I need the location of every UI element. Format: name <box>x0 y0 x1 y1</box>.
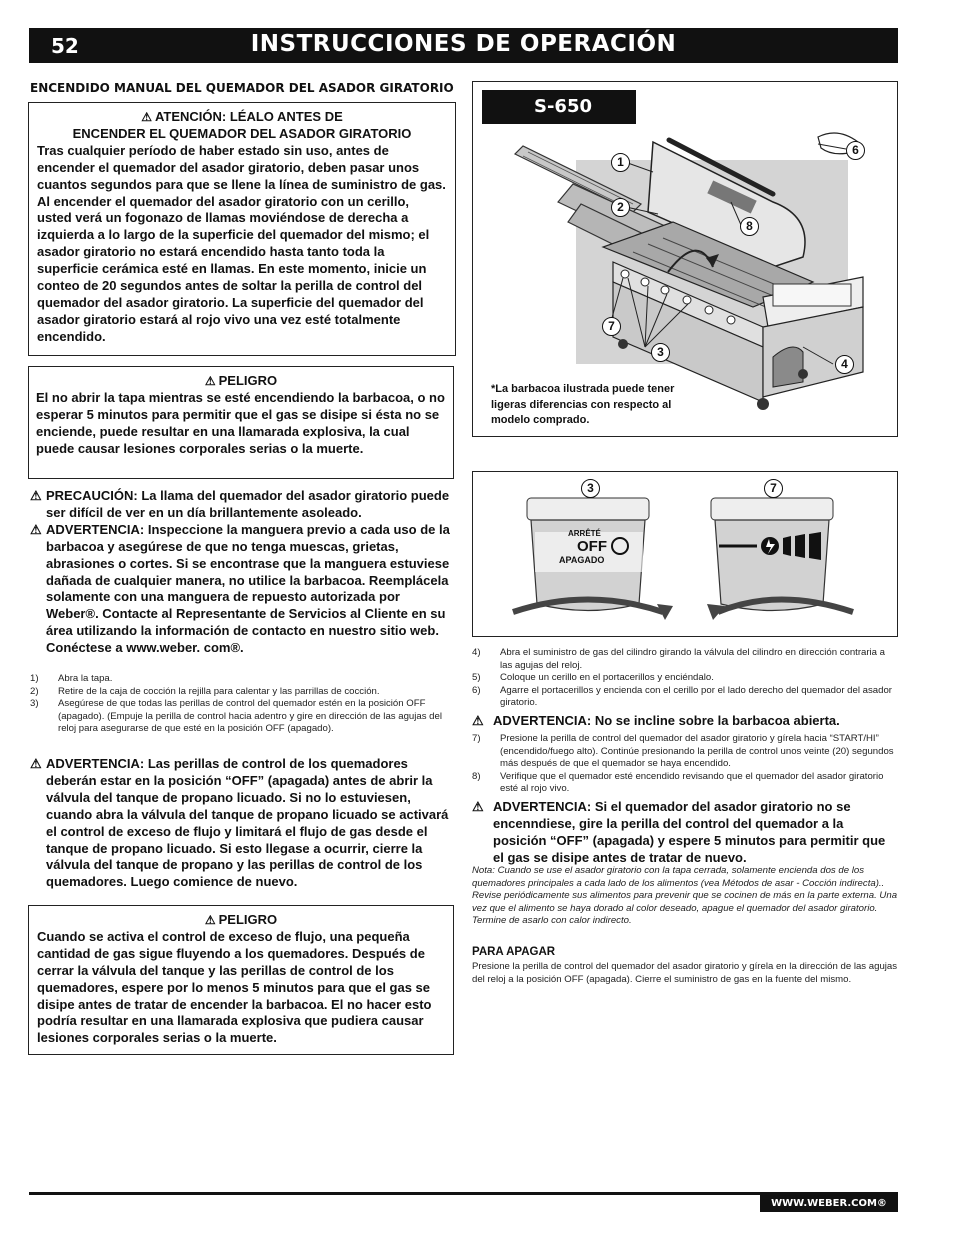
list-item: 4) Abra el suministro de gas del cilindro girando la válvula del cilindro en dirección contraria a las agujas del reloj. <box>472 647 886 671</box>
callout-8: 8 <box>740 217 759 236</box>
attention-heading: ⚠ ATENCIÓN: LÉALO ANTES DE <box>141 109 343 124</box>
section-title: ENCENDIDO MANUAL DEL QUEMADOR DEL ASADOR GIRATORIO <box>30 81 454 95</box>
knob-off-label-bottom: APAGADO <box>559 555 605 565</box>
side-burner-lid <box>773 284 851 306</box>
shutdown-body: Presione la perilla de control del quemador del asador giratorio y gírela en la dirección de las agujas del reloj a la posición OFF (apagada). Cierre el suministro de gas en la fuente del mismo. <box>472 961 898 985</box>
warning-triangle-icon: ⚠ <box>472 799 484 814</box>
steps-right-b <box>472 733 898 796</box>
page-number: 52 <box>51 34 79 58</box>
callout-4: 4 <box>835 355 854 374</box>
knob-off-label-top: ARRÊTÉ <box>568 529 601 538</box>
list-item: 3) Asegúrese de que todas las perillas de control del quemador estén en la posición OFF (apagado). (Empuje la perilla de control hacia adentro y gire en dirección de las agujas del reloj para asegurarse de que esté en la posición OFF (apagado). <box>30 698 442 735</box>
warning-3-block <box>472 713 898 730</box>
page-title: INSTRUCCIONES DE OPERACIÓN <box>250 31 677 57</box>
callout-7-knob: 7 <box>764 479 783 498</box>
danger-box-2 <box>28 905 454 1055</box>
danger-body-1: El no abrir la tapa mientras se esté encendiendo la barbacoa, o no esperar 5 minutos para permitir que el gas se disipe si ésta no se enciende, puede resultar en una llamarada explosiva, la cual puede causar lesiones corporales serias o la muerte. <box>36 389 445 456</box>
danger-body-2: Cuando se activa el control de exceso de flujo, una pequeña cantidad de gas sigue fluyendo a los quemadores. Después de cerrar la válvula del tanque y las perillas de control de los quemadores, espere por lo menos 5 minutos para que el gas se disipe antes de tratar de encender la barbacoa. El no hacer esto podría resultar en una llamarada explosiva que pudiera causar lesiones corporales serias o la muerte. <box>37 928 432 1046</box>
warning-triangle-icon: ⚠ <box>204 913 216 927</box>
grill-figure <box>472 81 898 437</box>
attention-box <box>28 102 456 356</box>
callout-1: 1 <box>611 153 630 172</box>
callout-7: 7 <box>602 317 621 336</box>
steps-right-a <box>472 647 898 710</box>
warning-triangle-icon: ⚠ <box>30 488 42 503</box>
knob-start-rim <box>711 498 833 520</box>
footer-url: WWW.WEBER.COM® <box>760 1195 898 1212</box>
list-item: 2) Retire de la caja de cocción la rejilla para calentar y las parrillas de cocción. <box>30 685 380 697</box>
header-bar <box>29 28 898 63</box>
warning-triangle-icon: ⚠ <box>472 713 484 728</box>
propane-tank <box>773 347 803 387</box>
warning-triangle-icon: ⚠ <box>204 374 216 388</box>
knobs-illustration <box>473 472 897 636</box>
caution-warning-block <box>30 488 455 657</box>
danger-heading-1: ⚠ PELIGRO <box>204 373 278 388</box>
warning-2: ⚠ ADVERTENCIA: Las perillas de control de los quemadores deberán estar en la posición “OFF” (apagada) antes de abrir la válvula del tanque de propano licuado. Si no lo estuviesen, cuando abra la válvula del tanque de propano licuado se activará el control de exceso de flujo y limitará el flujo de gas desde el tanque de propano licuado. Si esto llegase a ocurrir, cierre la válvula del tanque de propano y las perillas de control de los quemadores. Luego comience de nuevo. <box>30 756 449 890</box>
knobs-figure <box>472 471 898 637</box>
list-item: 5) Coloque un cerillo en el portacerillos y enciéndalo. <box>472 672 714 684</box>
warning-triangle-icon: ⚠ <box>30 521 42 537</box>
danger-box-1 <box>28 366 454 479</box>
warning-3: ⚠ ADVERTENCIA: No se incline sobre la barbacoa abierta. <box>472 713 840 728</box>
warning-2-block <box>30 756 455 891</box>
list-item: 1) Abra la tapa. <box>30 673 113 684</box>
warning-1: ⚠ ADVERTENCIA: Inspeccione la manguera previo a cada uso de la barbacoa y asegúrese de que no tenga muescas, grietas, abrasiones o cortes. Si se encontrase que la manguera estuviese dañada de cualquier manera, no utilice la barbacoa. Reemplácela solamente con una manguera de repuesto autorizada por Weber®. Contacte al Representante de Servicios al Cliente en su área utilizando la información de contacto en nuestro sitio web. Conéctese a www.weber. com®. <box>30 521 450 656</box>
knob-off-label-main: OFF <box>577 538 607 555</box>
attention-subheading: ENCENDER EL QUEMADOR DEL ASADOR GIRATORIO <box>72 125 412 141</box>
warning-4: ⚠ ADVERTENCIA: Si el quemador del asador giratorio no se encenndiese, gire la perilla del control del quemador a la posición “OFF” (apagada) y espere 5 minutos para permitir que el gas se disipe antes de tratar de nuevo. <box>472 799 886 865</box>
warning-4-block <box>472 799 898 867</box>
attention-body: Tras cualquier período de haber estado sin uso, antes de encender el quemador del asador giratorio, deben pasar unos cuantos segundos para que se llene la línea de suministro de gas. Al encender el quemador del asador giratorio con un cerillo, usted verá un fogonazo de llamas moviéndose de derecha a izquierda a lo largo de la superficie del quemador del mismo; el asador giratorio no estará encendido hasta tanto toda la superficie cerámica esté en llamas. En este momento, inicie un conteo de 20 segundos antes de soltar la perilla de control del quemador del asador giratorio. La superficie del quemador del asador giratorio estará al rojo vivo una vez esté totalmente encendido. <box>37 142 446 344</box>
callout-3-knob: 3 <box>581 479 600 498</box>
list-item: 7) Presione la perilla de control del quemador del asador giratorio y gírela hacia “START/HI” (encendido/fuego alto). Continúe presionando la perilla de control unos veinte (20) segundos más después de que el quemador se haya encendido. <box>472 733 894 770</box>
warning-triangle-icon: ⚠ <box>30 756 42 771</box>
list-item: 8) Verifique que el quemador esté encendido revisando que el quemador del asador giratorio esté al rojo vivo. <box>472 770 884 795</box>
shutdown-heading: PARA APAGAR <box>472 946 556 958</box>
list-item: 6) Agarre el portacerillos y encienda con el cerillo por el lado derecho del quemador del asador giratorio. <box>472 684 892 709</box>
steps-left <box>30 673 455 736</box>
callout-3: 3 <box>651 343 670 362</box>
knob-off-rim <box>527 498 649 520</box>
warning-triangle-icon: ⚠ <box>141 110 152 124</box>
note-text: Nota: Cuando se use el asador giratorio con la tapa cerrada, solamente encienda dos de los quemadores principales a cada lado de los alimentos (vea Métodos de asar - Cocción indirecta).. Revise periódicamente sus alimentos para prevenir que se cocinen de más en la parte externa. Una vez que el alimento se haya dorado al color deseado, apague el quemador del asador giratorio. Termine de asarlo con calor indirecto. <box>472 865 898 927</box>
model-label: S-650 <box>482 90 636 124</box>
caution-1: ⚠ PRECAUCIÓN: La llama del quemador del asador giratorio puede ser difícil de ver en un día brillantemente asoleado. <box>30 488 450 520</box>
danger-heading-2: ⚠ PELIGRO <box>204 912 278 927</box>
figure-note: *La barbacoa ilustrada puede tener ligeras diferencias con respecto al modelo comprado. <box>491 383 675 426</box>
callout-6: 6 <box>846 141 865 160</box>
callout-2: 2 <box>611 198 630 217</box>
